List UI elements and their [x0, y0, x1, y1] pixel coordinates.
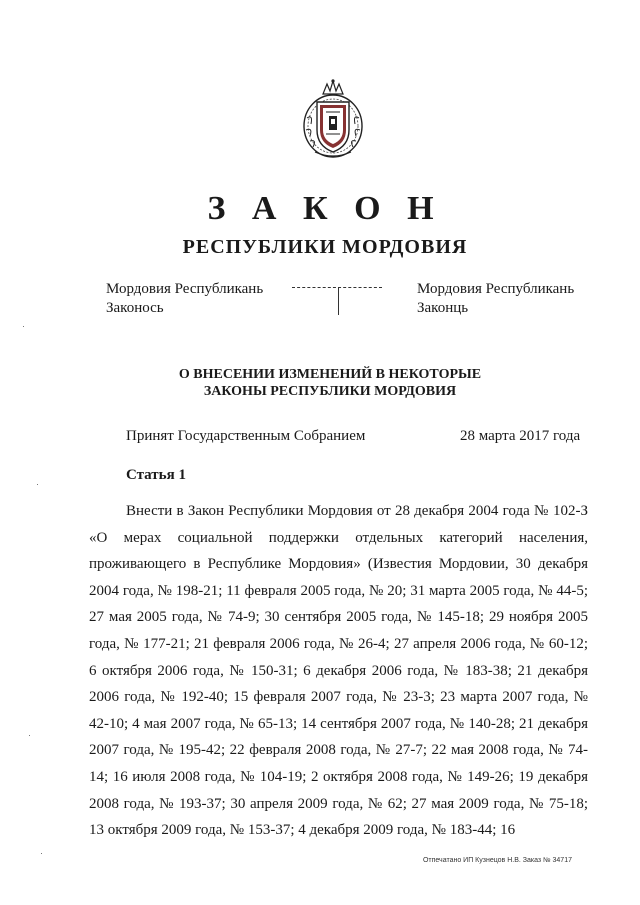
- erzya-heading-right-line2: Законць: [417, 300, 469, 316]
- law-title-line1: О ВНЕСЕНИИ ИЗМЕНЕНИЙ В НЕКОТОРЫЕ: [178, 367, 482, 382]
- adopted-by: Принят Государственным Собранием: [126, 428, 366, 444]
- article-heading: Статья 1: [126, 467, 186, 483]
- document-title: З А К О Н: [207, 190, 443, 227]
- divider-vertical: [338, 287, 339, 315]
- moksha-heading-left: [106, 280, 263, 318]
- printer-footer: Отпечатано ИП Кузнецов Н.В. Заказ № 34717: [422, 857, 572, 864]
- law-title-line2: ЗАКОНЫ РЕСПУБЛИКИ МОРДОВИЯ: [203, 384, 457, 399]
- divider-dashed: [292, 287, 382, 288]
- scan-speck: [37, 484, 38, 485]
- scan-speck: [23, 326, 24, 327]
- article-body: Внести в Закон Республики Мордовия от 28 декабря 2004 года № 102-З «О мерах социальной поддержки отдельных категорий населения, проживающего в Республике Мордовия» (Известия Мордовии, 30 декабря 2004 года, № 198-21; 11 февраля 2005 года, № 20; 31 марта 2005 года, № 44-5; 27 мая 2005 года, № 74-9; 30 сентября 2005 года, № 145-18; 29 ноября 2005 года, № 177-21; 21 февраля 2006 года, № 26-4; 27 апреля 2006 года, № 60-12; 6 октября 2006 года, № 150-31; 6 декабря 2006 года, № 183-38; 21 декабря 2006 года, № 192-40; 15 февраля 2007 года, № 23-3; 23 марта 2007 года, № 42-10; 4 мая 2007 года, № 65-13; 14 сентября 2007 года, № 140-28; 21 декабря 2007 года, № 195-42; 22 февраля 2008 года, № 27-7; 22 мая 2008 года, № 74-14; 16 июля 2008 года, № 104-19; 2 октября 2008 года, № 149-26; 19 декабря 2008 года, № 193-37; 30 апреля 2009 года, № 62; 27 мая 2009 года, № 75-18; 13 октября 2009 года, № 153-37; 4 декабря 2009 года, № 183-44; 16: [89, 503, 588, 839]
- scan-speck: [29, 735, 30, 736]
- document-subtitle: РЕСПУБЛИКИ МОРДОВИЯ: [182, 236, 468, 258]
- moksha-heading-left-line1: Мордовия Республикань: [106, 281, 264, 297]
- coat-of-arms-icon: [301, 78, 365, 160]
- law-title: [0, 366, 640, 400]
- moksha-heading-left-line2: Законось: [106, 300, 164, 316]
- erzya-heading-right-line1: Мордовия Республикань: [417, 281, 575, 297]
- adopted-date: 28 марта 2017 года: [460, 428, 581, 444]
- erzya-heading-right: [417, 280, 574, 318]
- scan-speck: [41, 853, 42, 854]
